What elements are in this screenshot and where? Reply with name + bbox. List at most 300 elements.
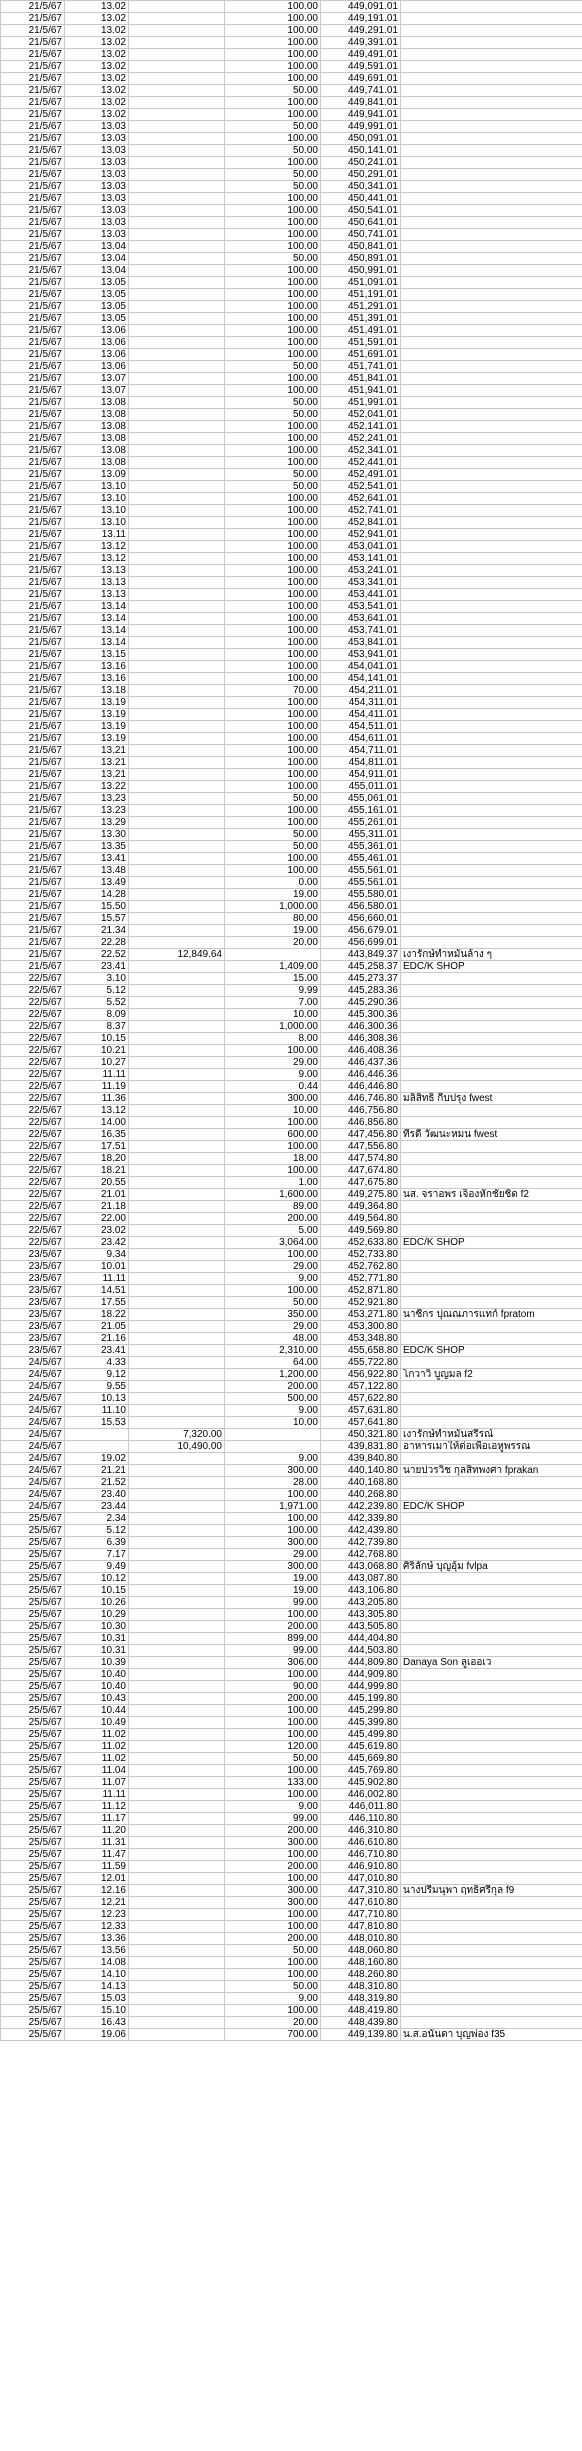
withdrawal-cell xyxy=(129,757,225,769)
date-cell: 21/5/67 xyxy=(1,397,65,409)
deposit-cell: 100.00 xyxy=(225,433,321,445)
description-cell xyxy=(401,1549,582,1561)
time-cell: 10.49 xyxy=(65,1717,129,1729)
table-row xyxy=(1,1609,582,1621)
deposit-cell: 90.00 xyxy=(225,1681,321,1693)
withdrawal-cell xyxy=(129,121,225,133)
balance-cell: 442,768.80 xyxy=(321,1549,401,1561)
time-cell: 14.10 xyxy=(65,1969,129,1981)
table-row xyxy=(1,217,582,229)
withdrawal-cell: 7,320.00 xyxy=(129,1429,225,1441)
withdrawal-cell xyxy=(129,1885,225,1897)
withdrawal-cell xyxy=(129,181,225,193)
date-cell: 25/5/67 xyxy=(1,2029,65,2041)
withdrawal-cell xyxy=(129,325,225,337)
deposit-cell: 100.00 xyxy=(225,709,321,721)
balance-cell: 447,810.80 xyxy=(321,1921,401,1933)
withdrawal-cell xyxy=(129,1153,225,1165)
balance-cell: 455,658.80 xyxy=(321,1345,401,1357)
time-cell: 13.14 xyxy=(65,601,129,613)
table-row xyxy=(1,1357,582,1369)
time-cell: 10.40 xyxy=(65,1669,129,1681)
deposit-cell: 10.00 xyxy=(225,1105,321,1117)
description-cell xyxy=(401,649,582,661)
balance-cell: 447,456.80 xyxy=(321,1129,401,1141)
time-cell: 23.02 xyxy=(65,1225,129,1237)
date-cell: 21/5/67 xyxy=(1,637,65,649)
balance-cell: 444,909.80 xyxy=(321,1669,401,1681)
deposit-cell: 1.00 xyxy=(225,1177,321,1189)
date-cell: 22/5/67 xyxy=(1,1033,65,1045)
deposit-cell: 200.00 xyxy=(225,1693,321,1705)
table-row xyxy=(1,949,582,961)
table-row xyxy=(1,373,582,385)
table-row xyxy=(1,61,582,73)
deposit-cell: 50.00 xyxy=(225,1753,321,1765)
table-row xyxy=(1,421,582,433)
balance-cell: 452,491.01 xyxy=(321,469,401,481)
description-cell xyxy=(401,1225,582,1237)
withdrawal-cell xyxy=(129,1393,225,1405)
time-cell: 14.13 xyxy=(65,1981,129,1993)
time-cell: 15.53 xyxy=(65,1417,129,1429)
withdrawal-cell xyxy=(129,589,225,601)
date-cell: 23/5/67 xyxy=(1,1345,65,1357)
deposit-cell: 300.00 xyxy=(225,1885,321,1897)
date-cell: 21/5/67 xyxy=(1,661,65,673)
table-row xyxy=(1,1705,582,1717)
balance-cell: 450,091.01 xyxy=(321,133,401,145)
date-cell: 21/5/67 xyxy=(1,109,65,121)
deposit-cell: 64.00 xyxy=(225,1357,321,1369)
table-row xyxy=(1,1405,582,1417)
balance-cell: 455,361.01 xyxy=(321,841,401,853)
withdrawal-cell xyxy=(129,1561,225,1573)
date-cell: 25/5/67 xyxy=(1,1801,65,1813)
withdrawal-cell xyxy=(129,865,225,877)
withdrawal-cell xyxy=(129,1261,225,1273)
date-cell: 21/5/67 xyxy=(1,217,65,229)
date-cell: 22/5/67 xyxy=(1,1045,65,1057)
description-cell xyxy=(401,1165,582,1177)
table-row xyxy=(1,1429,582,1441)
description-cell xyxy=(401,937,582,949)
time-cell: 13.23 xyxy=(65,793,129,805)
time-cell: 13.10 xyxy=(65,505,129,517)
description-cell xyxy=(401,1729,582,1741)
table-row xyxy=(1,1333,582,1345)
date-cell: 23/5/67 xyxy=(1,1273,65,1285)
withdrawal-cell xyxy=(129,769,225,781)
table-row xyxy=(1,1837,582,1849)
deposit-cell: 50.00 xyxy=(225,469,321,481)
deposit-cell: 100.00 xyxy=(225,457,321,469)
time-cell: 11.20 xyxy=(65,1825,129,1837)
balance-cell: 449,841.01 xyxy=(321,97,401,109)
withdrawal-cell xyxy=(129,781,225,793)
time-cell: 12.21 xyxy=(65,1897,129,1909)
balance-cell: 452,841.01 xyxy=(321,517,401,529)
table-row xyxy=(1,793,582,805)
date-cell: 21/5/67 xyxy=(1,265,65,277)
table-row xyxy=(1,1021,582,1033)
description-cell xyxy=(401,1909,582,1921)
date-cell: 21/5/67 xyxy=(1,529,65,541)
balance-cell: 450,441.01 xyxy=(321,193,401,205)
deposit-cell: 100.00 xyxy=(225,1489,321,1501)
table-row xyxy=(1,2017,582,2029)
balance-cell: 439,840.80 xyxy=(321,1453,401,1465)
balance-cell: 457,122.80 xyxy=(321,1381,401,1393)
time-cell: 13.06 xyxy=(65,337,129,349)
deposit-cell: 100.00 xyxy=(225,1789,321,1801)
balance-cell: 454,041.01 xyxy=(321,661,401,673)
withdrawal-cell xyxy=(129,841,225,853)
date-cell: 21/5/67 xyxy=(1,709,65,721)
table-row xyxy=(1,1861,582,1873)
time-cell: 15.03 xyxy=(65,1993,129,2005)
withdrawal-cell xyxy=(129,1465,225,1477)
deposit-cell: 100.00 xyxy=(225,1117,321,1129)
description-cell: ทีรดี วัฒนะหมน fwest xyxy=(401,1129,582,1141)
table-row xyxy=(1,1249,582,1261)
date-cell: 21/5/67 xyxy=(1,421,65,433)
date-cell: 23/5/67 xyxy=(1,1297,65,1309)
date-cell: 22/5/67 xyxy=(1,1153,65,1165)
date-cell: 21/5/67 xyxy=(1,133,65,145)
withdrawal-cell xyxy=(129,1141,225,1153)
balance-cell: 446,002.80 xyxy=(321,1789,401,1801)
balance-cell: 443,505.80 xyxy=(321,1621,401,1633)
description-cell xyxy=(401,841,582,853)
time-cell: 12.01 xyxy=(65,1873,129,1885)
balance-cell: 453,348.80 xyxy=(321,1333,401,1345)
balance-cell: 451,391.01 xyxy=(321,313,401,325)
deposit-cell: 100.00 xyxy=(225,517,321,529)
time-cell: 15.50 xyxy=(65,901,129,913)
description-cell xyxy=(401,1621,582,1633)
withdrawal-cell xyxy=(129,937,225,949)
date-cell: 21/5/67 xyxy=(1,445,65,457)
deposit-cell: 70.00 xyxy=(225,685,321,697)
deposit-cell: 100.00 xyxy=(225,61,321,73)
description-cell xyxy=(401,985,582,997)
deposit-cell: 18.00 xyxy=(225,1153,321,1165)
balance-cell: 448,160.80 xyxy=(321,1957,401,1969)
withdrawal-cell xyxy=(129,1537,225,1549)
table-row xyxy=(1,937,582,949)
table-row xyxy=(1,877,582,889)
time-cell: 13.10 xyxy=(65,481,129,493)
description-cell: นาซีกร ปุณณภารแทก์ fpratom xyxy=(401,1309,582,1321)
table-row xyxy=(1,1549,582,1561)
description-cell xyxy=(401,1981,582,1993)
description-cell xyxy=(401,625,582,637)
date-cell: 21/5/67 xyxy=(1,13,65,25)
withdrawal-cell xyxy=(129,805,225,817)
table-row xyxy=(1,1153,582,1165)
date-cell: 25/5/67 xyxy=(1,1945,65,1957)
description-cell xyxy=(401,1789,582,1801)
balance-cell: 443,305.80 xyxy=(321,1609,401,1621)
balance-cell: 448,419.80 xyxy=(321,2005,401,2017)
time-cell: 10.15 xyxy=(65,1033,129,1045)
date-cell: 24/5/67 xyxy=(1,1453,65,1465)
balance-cell: 453,741.01 xyxy=(321,625,401,637)
table-row xyxy=(1,1561,582,1573)
description-cell xyxy=(401,2017,582,2029)
withdrawal-cell xyxy=(129,1993,225,2005)
balance-cell: 448,010.80 xyxy=(321,1933,401,1945)
date-cell: 25/5/67 xyxy=(1,1957,65,1969)
time-cell: 21.21 xyxy=(65,1465,129,1477)
table-row xyxy=(1,1801,582,1813)
time-cell: 10.29 xyxy=(65,1609,129,1621)
withdrawal-cell xyxy=(129,793,225,805)
withdrawal-cell xyxy=(129,49,225,61)
balance-cell: 445,769.80 xyxy=(321,1765,401,1777)
table-row xyxy=(1,853,582,865)
withdrawal-cell xyxy=(129,445,225,457)
withdrawal-cell xyxy=(129,613,225,625)
date-cell: 25/5/67 xyxy=(1,1777,65,1789)
time-cell: 16.43 xyxy=(65,2017,129,2029)
description-cell xyxy=(401,1021,582,1033)
withdrawal-cell xyxy=(129,145,225,157)
description-cell xyxy=(401,97,582,109)
balance-cell: 452,771.80 xyxy=(321,1273,401,1285)
table-row xyxy=(1,577,582,589)
date-cell: 25/5/67 xyxy=(1,1969,65,1981)
date-cell: 21/5/67 xyxy=(1,193,65,205)
deposit-cell: 1,971.00 xyxy=(225,1501,321,1513)
table-row xyxy=(1,1933,582,1945)
deposit-cell: 50.00 xyxy=(225,397,321,409)
balance-cell: 452,921.80 xyxy=(321,1297,401,1309)
date-cell: 24/5/67 xyxy=(1,1465,65,1477)
deposit-cell: 9.00 xyxy=(225,1993,321,2005)
withdrawal-cell xyxy=(129,1705,225,1717)
date-cell: 21/5/67 xyxy=(1,85,65,97)
deposit-cell: 100.00 xyxy=(225,313,321,325)
description-cell xyxy=(401,1513,582,1525)
deposit-cell: 1,200.00 xyxy=(225,1369,321,1381)
deposit-cell: 100.00 xyxy=(225,1849,321,1861)
time-cell: 11.31 xyxy=(65,1837,129,1849)
deposit-cell: 50.00 xyxy=(225,121,321,133)
description-cell xyxy=(401,541,582,553)
balance-cell: 452,741.01 xyxy=(321,505,401,517)
deposit-cell: 899.00 xyxy=(225,1633,321,1645)
table-row xyxy=(1,121,582,133)
deposit-cell: 100.00 xyxy=(225,109,321,121)
balance-cell: 446,308.36 xyxy=(321,1033,401,1045)
balance-cell: 446,756.80 xyxy=(321,1105,401,1117)
deposit-cell: 700.00 xyxy=(225,2029,321,2041)
table-row xyxy=(1,97,582,109)
date-cell: 24/5/67 xyxy=(1,1369,65,1381)
table-row xyxy=(1,625,582,637)
description-cell xyxy=(401,1753,582,1765)
deposit-cell: 29.00 xyxy=(225,1261,321,1273)
balance-cell: 452,633.80 xyxy=(321,1237,401,1249)
description-cell xyxy=(401,277,582,289)
table-row xyxy=(1,1093,582,1105)
table-row xyxy=(1,1633,582,1645)
table-row xyxy=(1,229,582,241)
deposit-cell: 100.00 xyxy=(225,1717,321,1729)
withdrawal-cell xyxy=(129,1021,225,1033)
deposit-cell: 9.99 xyxy=(225,985,321,997)
time-cell: 13.41 xyxy=(65,853,129,865)
time-cell: 13.16 xyxy=(65,673,129,685)
deposit-cell: 3,064.00 xyxy=(225,1237,321,1249)
table-row xyxy=(1,85,582,97)
date-cell: 24/5/67 xyxy=(1,1501,65,1513)
table-row xyxy=(1,1297,582,1309)
time-cell: 13.05 xyxy=(65,301,129,313)
time-cell: 10.15 xyxy=(65,1585,129,1597)
description-cell xyxy=(401,301,582,313)
date-cell: 21/5/67 xyxy=(1,49,65,61)
table-row xyxy=(1,901,582,913)
table-row xyxy=(1,1501,582,1513)
time-cell: 13.08 xyxy=(65,397,129,409)
withdrawal-cell xyxy=(129,1201,225,1213)
table-row xyxy=(1,1789,582,1801)
time-cell: 5.12 xyxy=(65,985,129,997)
balance-cell: 447,610.80 xyxy=(321,1897,401,1909)
description-cell xyxy=(401,1861,582,1873)
table-row xyxy=(1,289,582,301)
balance-cell: 445,669.80 xyxy=(321,1753,401,1765)
withdrawal-cell xyxy=(129,901,225,913)
deposit-cell: 120.00 xyxy=(225,1741,321,1753)
table-row xyxy=(1,1525,582,1537)
date-cell: 25/5/67 xyxy=(1,1633,65,1645)
description-cell xyxy=(401,1249,582,1261)
description-cell xyxy=(401,2005,582,2017)
balance-cell: 445,902.80 xyxy=(321,1777,401,1789)
withdrawal-cell xyxy=(129,337,225,349)
date-cell: 25/5/67 xyxy=(1,1981,65,1993)
withdrawal-cell xyxy=(129,745,225,757)
description-cell: ศิริลักษ์ บุญอุ้ม fvlpa xyxy=(401,1561,582,1573)
withdrawal-cell xyxy=(129,1741,225,1753)
table-row xyxy=(1,1129,582,1141)
description-cell xyxy=(401,25,582,37)
withdrawal-cell xyxy=(129,133,225,145)
date-cell: 22/5/67 xyxy=(1,1009,65,1021)
description-cell xyxy=(401,49,582,61)
deposit-cell: 15.00 xyxy=(225,973,321,985)
table-row xyxy=(1,493,582,505)
table-row xyxy=(1,2029,582,2041)
description-cell xyxy=(401,781,582,793)
description-cell: EDC/K SHOP xyxy=(401,1237,582,1249)
deposit-cell: 100.00 xyxy=(225,1705,321,1717)
time-cell: 10.27 xyxy=(65,1057,129,1069)
balance-cell: 447,710.80 xyxy=(321,1909,401,1921)
balance-cell: 451,691.01 xyxy=(321,349,401,361)
table-row xyxy=(1,721,582,733)
description-cell xyxy=(401,169,582,181)
table-row xyxy=(1,1285,582,1297)
deposit-cell: 8.00 xyxy=(225,1033,321,1045)
description-cell xyxy=(401,1993,582,2005)
balance-cell: 445,199.80 xyxy=(321,1693,401,1705)
description-cell xyxy=(401,1177,582,1189)
date-cell: 21/5/67 xyxy=(1,649,65,661)
time-cell: 12.33 xyxy=(65,1921,129,1933)
balance-cell: 453,541.01 xyxy=(321,601,401,613)
withdrawal-cell xyxy=(129,985,225,997)
time-cell: 13.02 xyxy=(65,73,129,85)
withdrawal-cell xyxy=(129,1681,225,1693)
table-row xyxy=(1,1813,582,1825)
time-cell: 9.49 xyxy=(65,1561,129,1573)
time-cell: 13.02 xyxy=(65,85,129,97)
description-cell xyxy=(401,193,582,205)
withdrawal-cell xyxy=(129,685,225,697)
withdrawal-cell xyxy=(129,2005,225,2017)
date-cell: 21/5/67 xyxy=(1,721,65,733)
time-cell xyxy=(65,1441,129,1453)
balance-cell: 450,141.01 xyxy=(321,145,401,157)
time-cell: 18.21 xyxy=(65,1165,129,1177)
withdrawal-cell xyxy=(129,1525,225,1537)
balance-cell: 451,491.01 xyxy=(321,325,401,337)
table-row xyxy=(1,1081,582,1093)
balance-cell: 445,273.37 xyxy=(321,973,401,985)
time-cell: 13.02 xyxy=(65,13,129,25)
balance-cell: 447,556.80 xyxy=(321,1141,401,1153)
description-cell xyxy=(401,1417,582,1429)
time-cell: 13.14 xyxy=(65,625,129,637)
deposit-cell: 500.00 xyxy=(225,1393,321,1405)
balance-cell: 449,275.80 xyxy=(321,1189,401,1201)
balance-cell: 444,503.80 xyxy=(321,1645,401,1657)
description-cell xyxy=(401,469,582,481)
time-cell: 13.48 xyxy=(65,865,129,877)
balance-cell: 447,310.80 xyxy=(321,1885,401,1897)
table-row xyxy=(1,1033,582,1045)
description-cell xyxy=(401,793,582,805)
balance-cell: 449,691.01 xyxy=(321,73,401,85)
withdrawal-cell xyxy=(129,13,225,25)
deposit-cell: 200.00 xyxy=(225,1933,321,1945)
withdrawal-cell xyxy=(129,1513,225,1525)
deposit-cell: 100.00 xyxy=(225,1873,321,1885)
time-cell: 10.31 xyxy=(65,1645,129,1657)
date-cell: 21/5/67 xyxy=(1,565,65,577)
deposit-cell: 100.00 xyxy=(225,493,321,505)
withdrawal-cell: 12,849.64 xyxy=(129,949,225,961)
balance-cell: 452,733.80 xyxy=(321,1249,401,1261)
time-cell: 20.55 xyxy=(65,1177,129,1189)
time-cell: 13.56 xyxy=(65,1945,129,1957)
table-row xyxy=(1,541,582,553)
deposit-cell: 300.00 xyxy=(225,1093,321,1105)
balance-cell: 454,611.01 xyxy=(321,733,401,745)
date-cell: 25/5/67 xyxy=(1,1717,65,1729)
description-cell xyxy=(401,1393,582,1405)
table-row xyxy=(1,1573,582,1585)
deposit-cell: 306.00 xyxy=(225,1657,321,1669)
withdrawal-cell xyxy=(129,1657,225,1669)
deposit-cell: 19.00 xyxy=(225,1585,321,1597)
balance-cell: 456,679.01 xyxy=(321,925,401,937)
